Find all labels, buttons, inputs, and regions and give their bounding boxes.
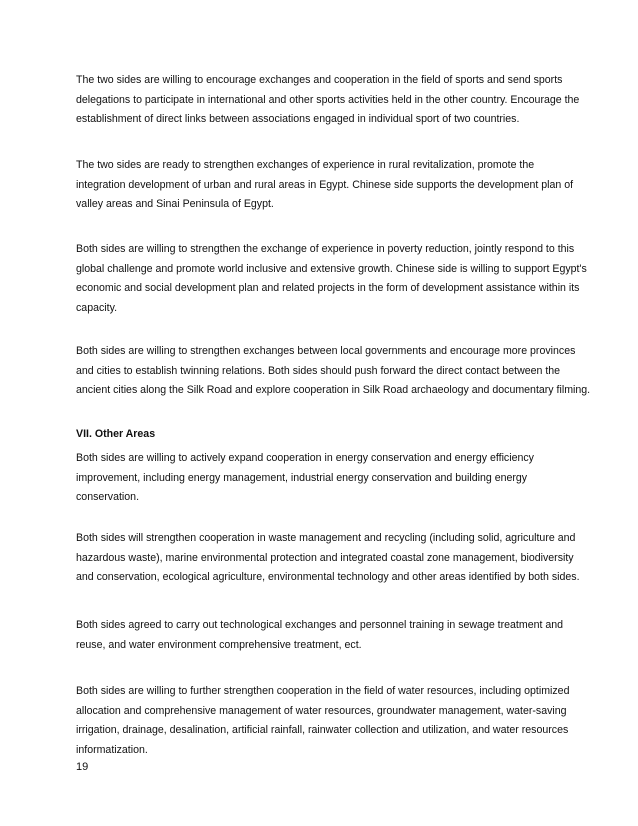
text-line: and cities to establish twinning relations. Both sides should push forward the direct contact between the: [76, 364, 561, 377]
text-line: integration development of urban and rural areas in Egypt. Chinese side supports the development plan of: [76, 178, 574, 191]
text-line: global challenge and promote world inclusive and extensive growth. Chinese side is willing to support Egypt's: [76, 262, 587, 275]
paragraph-sports: [76, 71, 580, 130]
text-line: Both sides are willing to strengthen the exchange of experience in poverty reduction, jointly respond to this: [76, 243, 575, 255]
paragraph-sewage-treatment: [76, 616, 576, 655]
section-heading: VII. Other Areas: [76, 428, 156, 440]
text-line: Both sides are willing to actively expand cooperation in energy conservation and energy efficiency: [76, 452, 534, 464]
text-line: hazardous waste), marine environmental protection and integrated coastal zone management, biodiversity: [76, 551, 574, 564]
text-line: Both sides will strengthen cooperation in waste management and recycling (including solid, agriculture and: [76, 532, 576, 544]
page-number: 19: [76, 761, 89, 773]
text-line: establishment of direct links between associations engaged in individual sport of two countries.: [76, 113, 520, 125]
paragraph-rural-revitalization: [76, 156, 576, 215]
text-line: The two sides are ready to strengthen exchanges of experience in rural revitalization, promote the: [76, 159, 535, 171]
paragraph-energy: [76, 449, 576, 508]
text-line: allocation and comprehensive management of water resources, groundwater management, water-saving: [76, 704, 567, 717]
text-line: ancient cities along the Silk Road and explore cooperation in Silk Road archaeology and documentary filming.: [76, 384, 591, 396]
paragraph-water-resources: [76, 682, 576, 760]
text-line: reuse, and water environment comprehensive treatment, ect.: [76, 638, 362, 651]
text-line: Both sides agreed to carry out technological exchanges and personnel training in sewage treatment and: [76, 619, 564, 631]
text-line: improvement, including energy management, industrial energy conservation and building energy: [76, 471, 528, 484]
paragraph-waste-management: [76, 529, 580, 588]
text-line: economic and social development plan and related projects in the form of development assistance within its: [76, 282, 580, 294]
text-line: conservation.: [76, 491, 140, 503]
text-line: delegations to participate in international and other sports activities held in the other country. Encourage the: [76, 93, 580, 106]
text-line: irrigation, drainage, desalination, artificial rainfall, rainwater collection and utilization, and water resources: [76, 724, 569, 736]
text-line: valley areas and Sinai Peninsula of Egypt.: [76, 198, 274, 210]
paragraph-poverty-reduction: [76, 240, 587, 318]
text-line: capacity.: [76, 301, 118, 314]
text-line: informatization.: [76, 743, 148, 756]
text-line: The two sides are willing to encourage exchanges and cooperation in the field of sports and send sports: [76, 74, 563, 86]
paragraph-local-governments: [76, 342, 591, 401]
text-line: Both sides are willing to strengthen exchanges between local governments and encourage more provinces: [76, 345, 576, 357]
text-line: Both sides are willing to further strengthen cooperation in the field of water resources, including optimized: [76, 685, 570, 697]
text-line: and conservation, ecological agriculture, environmental technology and other areas identified by both sides.: [76, 571, 580, 583]
